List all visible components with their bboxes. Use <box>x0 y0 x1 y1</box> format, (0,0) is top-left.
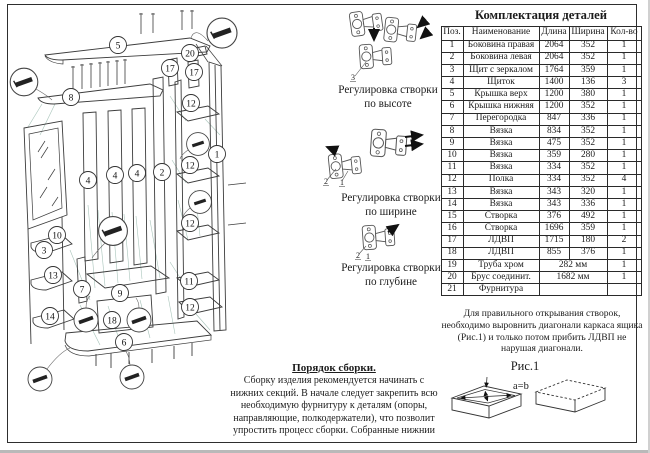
fig1-open-box <box>452 377 521 418</box>
table-row <box>441 259 641 271</box>
svg-text:5: 5 <box>115 41 121 52</box>
table-row <box>441 150 641 162</box>
cell-length: 343 <box>539 186 569 198</box>
svg-text:12: 12 <box>185 219 195 230</box>
part-side-panel-left <box>153 77 166 294</box>
cell-name: Вязка <box>463 150 539 162</box>
cell-qty: 1 <box>607 247 641 259</box>
table-row <box>441 101 641 113</box>
adjustment-text: Регулировка створки <box>341 262 441 274</box>
cell-width: 180 <box>569 235 607 247</box>
cell-pos: 3 <box>441 64 463 76</box>
cell-qty: 1 <box>607 64 641 76</box>
cell-name: Вязка <box>463 138 539 150</box>
adjustment-label-height <box>327 84 449 111</box>
cell-name: Боковина левая <box>463 52 539 64</box>
callout-5 <box>110 37 127 54</box>
cell-pos: 11 <box>441 162 463 174</box>
cell-length: 855 <box>539 247 569 259</box>
adjustment-label-depth <box>330 262 452 289</box>
cell-qty: 1 <box>607 223 641 235</box>
cell-dimension: 1682 мм <box>539 272 607 284</box>
cell-qty: 1 <box>607 125 641 137</box>
table-row <box>441 113 641 125</box>
hinge-screw-tag: 2 <box>324 177 328 186</box>
table-row <box>441 284 641 296</box>
table-row <box>441 198 641 210</box>
svg-text:11: 11 <box>184 277 194 288</box>
cell-name: Труба хром <box>463 259 539 271</box>
door-opening-note: Для правильного открывания створок, необходимо выровнить диагонали каркаса ящика (Рис.1) и только потом прибить ЛДВП не нарушая диагонали. <box>441 308 643 355</box>
cell-width: 380 <box>569 89 607 101</box>
cell-dimension: 282 мм <box>539 259 607 271</box>
cell-qty: 1 <box>607 101 641 113</box>
cell-qty: 1 <box>607 138 641 150</box>
cell-pos: 19 <box>441 259 463 271</box>
cell-name: Вязка <box>463 162 539 174</box>
cell-name: Крышка нижняя <box>463 101 539 113</box>
cell-width: 352 <box>569 101 607 113</box>
arrow-right-icon <box>405 135 422 137</box>
arrow-left-icon <box>327 147 337 151</box>
cell-pos: 20 <box>441 272 463 284</box>
cell-pos: 2 <box>441 52 463 64</box>
cell-width: 352 <box>569 162 607 174</box>
cell-name: Створка <box>463 211 539 223</box>
cell-qty: 1 <box>607 162 641 174</box>
parts-table-title: Комплектация деталей <box>474 8 608 22</box>
svg-text:2: 2 <box>159 168 165 179</box>
callout-1 <box>209 146 226 163</box>
cell-length: 2064 <box>539 40 569 52</box>
cell-dimension <box>539 284 607 296</box>
table-row <box>441 272 641 284</box>
callout-17 <box>186 64 203 81</box>
cell-qty: 3 <box>607 77 641 89</box>
col-header-width: Ширина <box>569 27 607 41</box>
parts-table <box>441 26 642 296</box>
cell-length: 1200 <box>539 89 569 101</box>
cell-name: ЛДВП <box>463 247 539 259</box>
svg-text:12: 12 <box>186 99 196 110</box>
cell-pos: 16 <box>441 223 463 235</box>
table-row <box>441 77 641 89</box>
col-header-qty: Кол-во <box>607 27 641 41</box>
svg-text:17: 17 <box>165 64 175 75</box>
cell-length: 334 <box>539 162 569 174</box>
callout-10 <box>49 227 66 244</box>
table-row <box>441 52 641 64</box>
cell-pos: 1 <box>441 40 463 52</box>
assembly-instructions <box>226 362 442 437</box>
cell-pos: 5 <box>441 89 463 101</box>
adjustment-label-width <box>330 192 452 219</box>
callout-6 <box>116 334 133 351</box>
base-studs <box>96 343 192 368</box>
cell-qty: 1 <box>607 113 641 125</box>
cell-width: 359 <box>569 64 607 76</box>
cell-qty <box>607 284 641 296</box>
arrow-icon <box>418 20 426 27</box>
cell-name: Щит с зеркалом <box>463 64 539 76</box>
screw-icon <box>99 217 128 246</box>
svg-text:7: 7 <box>79 285 85 296</box>
svg-text:12: 12 <box>185 161 195 172</box>
adjustment-text: Регулировка створки <box>341 192 441 204</box>
part-side-panel-right <box>209 62 226 331</box>
cell-length: 834 <box>539 125 569 137</box>
callout-12 <box>182 157 199 174</box>
table-row <box>441 162 641 174</box>
table-row <box>441 247 641 259</box>
cell-qty: 4 <box>607 174 641 186</box>
cell-width: 336 <box>569 113 607 125</box>
cell-qty: 2 <box>607 235 641 247</box>
svg-text:12: 12 <box>185 303 195 314</box>
hinge-screw-tag: 2 <box>356 251 360 260</box>
col-header-pos: Поз. <box>441 27 463 41</box>
table-row <box>441 223 641 235</box>
cell-qty: 1 <box>607 186 641 198</box>
cell-name: Крышка верх <box>463 89 539 101</box>
cell-pos: 15 <box>441 211 463 223</box>
cell-qty: 1 <box>607 259 641 271</box>
callout-18 <box>104 312 121 329</box>
figure-equation: a=b <box>513 381 529 392</box>
svg-text:4: 4 <box>85 176 91 187</box>
cell-qty: 1 <box>607 52 641 64</box>
cell-width: 492 <box>569 211 607 223</box>
svg-text:9: 9 <box>117 289 123 300</box>
cell-width: 352 <box>569 174 607 186</box>
svg-text:10: 10 <box>52 231 62 242</box>
cell-qty: 1 <box>607 89 641 101</box>
cell-pos: 14 <box>441 198 463 210</box>
cell-length: 343 <box>539 198 569 210</box>
part-shelf-9 <box>87 266 169 288</box>
callout-4 <box>107 167 124 184</box>
cell-pos: 13 <box>441 186 463 198</box>
cell-length: 376 <box>539 211 569 223</box>
parts-list <box>437 6 645 296</box>
screw-icon <box>28 367 52 391</box>
arrow-right-icon <box>405 144 422 146</box>
cell-pos: 6 <box>441 101 463 113</box>
cell-name: Брус соединит. <box>463 272 539 284</box>
callout-20 <box>182 45 199 62</box>
cell-length: 475 <box>539 138 569 150</box>
cell-pos: 21 <box>441 284 463 296</box>
col-header-length: Длина <box>539 27 569 41</box>
callout-12 <box>182 299 199 316</box>
callout-9 <box>112 285 129 302</box>
cell-length: 847 <box>539 113 569 125</box>
screw-icon <box>189 191 212 214</box>
callout-12 <box>182 215 199 232</box>
callout-2 <box>154 164 171 181</box>
part-mirror-panel <box>24 121 67 229</box>
cell-name: Боковина правая <box>463 40 539 52</box>
svg-text:3: 3 <box>41 246 47 257</box>
svg-text:4: 4 <box>112 171 118 182</box>
cell-width: 336 <box>569 198 607 210</box>
cell-name: Фурнитура <box>463 284 539 296</box>
screw-icon <box>187 133 210 156</box>
screw-icon <box>120 365 144 389</box>
cell-pos: 7 <box>441 113 463 125</box>
cell-width: 376 <box>569 247 607 259</box>
callout-11 <box>181 273 198 290</box>
cell-length: 1696 <box>539 223 569 235</box>
cell-qty: 1 <box>607 198 641 210</box>
cell-width: 280 <box>569 150 607 162</box>
parts-table-header-row <box>441 27 641 41</box>
cell-pos: 8 <box>441 125 463 137</box>
table-row <box>441 89 641 101</box>
dowel-pins <box>139 10 194 34</box>
svg-text:1: 1 <box>214 150 220 161</box>
cell-name: Полка <box>463 174 539 186</box>
fig1-closed-box <box>536 380 605 412</box>
callout-14 <box>42 308 59 325</box>
cell-pos: 10 <box>441 150 463 162</box>
figure-label: Рис.1 <box>510 359 540 373</box>
screw-icon <box>10 68 38 96</box>
hinge-screw-tag: 3 <box>351 73 355 82</box>
cell-width: 352 <box>569 125 607 137</box>
cell-name: Вязка <box>463 198 539 210</box>
cell-name: ЛДВП <box>463 235 539 247</box>
adjustment-text: по ширине <box>365 205 417 218</box>
callout-17 <box>162 60 179 77</box>
cell-length: 1400 <box>539 77 569 89</box>
cell-length: 1715 <box>539 235 569 247</box>
cell-length: 334 <box>539 174 569 186</box>
adjustment-text: по высоте <box>364 97 412 110</box>
part-shelf-8 <box>38 84 163 104</box>
part-slat <box>132 108 147 265</box>
callout-8 <box>63 89 80 106</box>
assembly-body: Сборку изделия рекомендуется начинать с нижних секций. В начале следует закрепить всю необходимую фурнитуру к деталям (опоры, направляющие, полкодержатели), что позволит упростить процесс сборки. Собранные нижнии <box>230 375 438 437</box>
assembly-heading: Порядок сборки. <box>292 362 376 374</box>
table-row <box>441 138 641 150</box>
screw-icon <box>74 308 98 332</box>
cell-width: 352 <box>569 52 607 64</box>
cell-length: 2064 <box>539 52 569 64</box>
table-row <box>441 186 641 198</box>
svg-text:8: 8 <box>68 93 74 104</box>
cell-qty: 1 <box>607 150 641 162</box>
svg-text:14: 14 <box>45 312 55 323</box>
cell-qty: 1 <box>607 211 641 223</box>
hinge-screw-tag: 1 <box>366 252 370 261</box>
cell-name: Перегородка <box>463 113 539 125</box>
cell-pos: 9 <box>441 138 463 150</box>
cell-length: 1764 <box>539 64 569 76</box>
table-row <box>441 235 641 247</box>
callout-4 <box>80 172 97 189</box>
dowel-pins <box>71 59 127 90</box>
cell-width: 359 <box>569 223 607 235</box>
svg-text:13: 13 <box>48 271 58 282</box>
svg-text:18: 18 <box>107 316 117 327</box>
cell-pos: 4 <box>441 77 463 89</box>
cell-pos: 12 <box>441 174 463 186</box>
screw-icon <box>127 308 151 332</box>
cell-width: 352 <box>569 138 607 150</box>
table-row <box>441 40 641 52</box>
callout-3 <box>36 242 53 259</box>
callout-13 <box>45 267 62 284</box>
cell-length: 359 <box>539 150 569 162</box>
arrow-icon <box>421 31 429 38</box>
svg-text:4: 4 <box>134 169 140 180</box>
cell-pos: 17 <box>441 235 463 247</box>
cell-width: 320 <box>569 186 607 198</box>
col-header-name: Наименование <box>463 27 539 41</box>
cell-width: 136 <box>569 77 607 89</box>
callout-4 <box>129 165 146 182</box>
adjustment-text: по глубине <box>364 275 418 288</box>
screw-icon <box>207 18 237 48</box>
table-row <box>441 64 641 76</box>
cell-name: Вязка <box>463 125 539 137</box>
cell-length: 1200 <box>539 101 569 113</box>
cell-qty: 1 <box>607 272 641 284</box>
adjustment-text: Регулировка створки <box>338 84 438 96</box>
table-row <box>441 174 641 186</box>
svg-text:17: 17 <box>189 68 199 79</box>
cell-name: Створка <box>463 223 539 235</box>
cell-width: 352 <box>569 40 607 52</box>
svg-text:6: 6 <box>121 338 127 349</box>
svg-text:20: 20 <box>185 49 195 60</box>
cell-name: Щиток <box>463 77 539 89</box>
hinge-screw-tag: 1 <box>340 178 344 187</box>
callout-7 <box>74 281 91 298</box>
table-row <box>441 125 641 137</box>
callout-12 <box>183 95 200 112</box>
cell-qty: 1 <box>607 40 641 52</box>
table-row <box>441 211 641 223</box>
cell-pos: 18 <box>441 247 463 259</box>
cell-name: Вязка <box>463 186 539 198</box>
